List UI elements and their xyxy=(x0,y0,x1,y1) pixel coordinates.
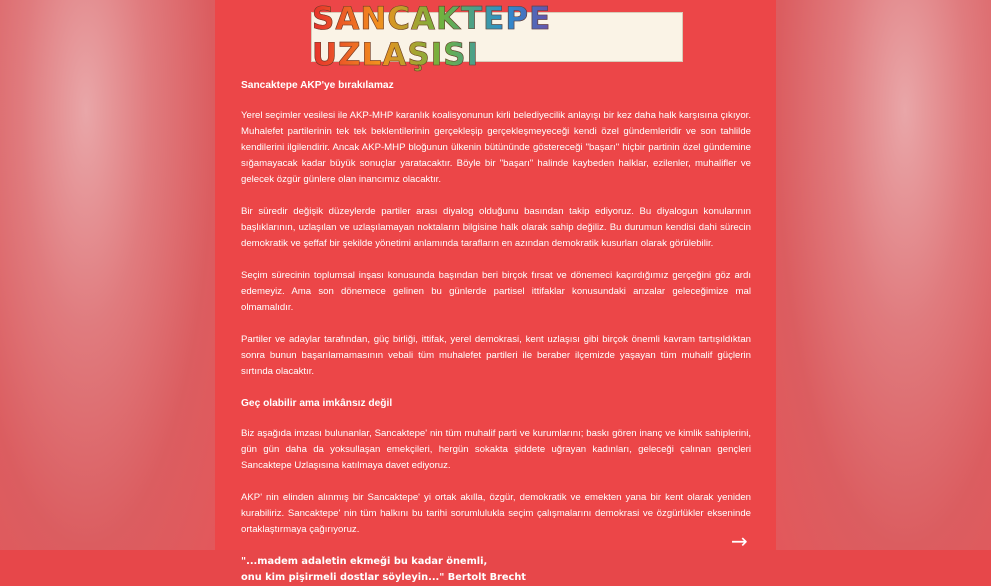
quote-line: onu kim pişirmeli dostlar söyleyin..." Bertolt Brecht xyxy=(241,572,526,583)
quote-line: "...madem adaletin ekmeği bu kadar önemli, xyxy=(241,556,488,567)
document-page xyxy=(215,0,776,583)
closing-quote xyxy=(241,554,751,586)
paragraph: Partiler ve adaylar tarafından, güç birliği, ittifak, yerel demokrasi, kent uzlaşısı gibi birçok önemli kavram tartışıldıktan sonra bunun başarılamamasının vebali tüm muhalefet partileri ile beraber ilçemizde yaşayan tüm muhalif güçlerin sırtında olacaktır. xyxy=(241,334,751,377)
paragraph: Yerel seçimler vesilesi ile AKP-MHP karanlık koalisyonunun kirli belediyecilik anlayışı bir kez daha halk karşısına çıkıyor. Muhalefet partilerinin tek tek beklentilerinin gerçekleşip gerçekleşmeyeceği kendi özel gündemleridir ve son tahlilde kendilerini ilgilendirir. Ancak AKP-MHP bloğunun ülkenin bütününde göstereceği "başarı" hiçbir partinin özel gündemine sığamayacak kadar büyük sonuçlar yaratacaktır. Böyle bir "başarı" halinde kaybeden halklar, ezilenler, muhalifler ve gelecek özgür günlere olan inancımız olacaktır. xyxy=(241,110,751,185)
section-heading: Sancaktepe AKP'ye bırakılamaz xyxy=(241,80,394,91)
next-arrow-icon[interactable]: → xyxy=(731,529,748,553)
page-title: SANCAKTEPE UZLAŞISI xyxy=(312,1,682,73)
blurred-background-left xyxy=(0,0,215,550)
paragraph: AKP' nin elinden alınmış bir Sancaktepe' yi ortak akılla, özgür, demokratik ve emekten yana bir kent olarak yeniden kurabiliriz. Sancaktepe' nin tüm halkını bu tarihi sorumlulukla seçim çalışmalarını demokrasi ve özgürlükler ekseninde ortaklaştırmaya çağırıyoruz. xyxy=(241,492,751,535)
paragraph: Biz aşağıda imzası bulunanlar, Sancaktepe' nin tüm muhalif parti ve kurumlarını; baskı gören inanç ve kimlik sahiplerini, gün gün daha da yoksullaşan emekçileri, hergün sokakta şiddete uğrayan kadınları, geleceği çalınan gençleri Sancaktepe Uzlaşısına katılmaya davet ediyoruz. xyxy=(241,428,751,471)
document-body xyxy=(241,78,751,586)
paragraph: Seçim sürecinin toplumsal inşası konusunda başından beri birçok fırsat ve dönemeci kaçırdığımız gerçeğini göz ardı edemeyiz. Ama son dönemece gelinen bu günlerde partisel ittifaklar konusundaki arızalar geleceğimize mal olmamalıdır. xyxy=(241,270,751,313)
section-heading: Geç olabilir ama imkânsız değil xyxy=(241,398,393,409)
paragraph: Bir süredir değişik düzeylerde partiler arası diyalog olduğunu basından takip ediyoruz. Bu diyalogun konularının başlıklarının, uzlaşılan ve uzlaşılamayan noktaların bilgisine halk olarak sahip değiliz. Bu durumun kendisi dahi sürecin demokratik ve şeffaf bir şekilde yönetimi anlamında tarafların en azından demokratik kusurları olarak görülebilir. xyxy=(241,206,751,249)
blurred-background-right xyxy=(776,0,991,550)
title-banner xyxy=(311,1,683,73)
